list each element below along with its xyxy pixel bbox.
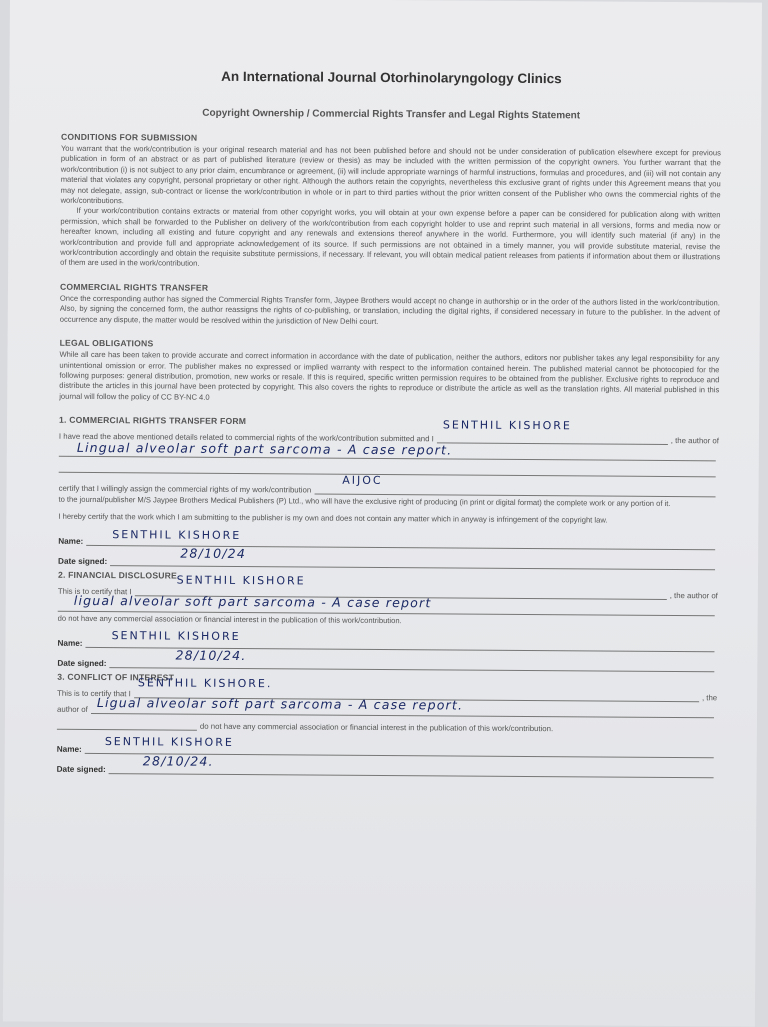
commercial-heading: COMMERCIAL RIGHTS TRANSFER bbox=[59, 281, 209, 293]
form2-date-handwriting: 28/10/24. bbox=[175, 647, 247, 664]
form1-line-suffix: , the author of bbox=[670, 436, 719, 446]
form3-author-handwriting: SENTHIL KISHORE. bbox=[137, 676, 273, 691]
form1-title-field-2[interactable] bbox=[59, 460, 716, 478]
form3-date-row bbox=[56, 753, 717, 779]
form2-line-suffix: , the author of bbox=[669, 590, 718, 601]
form2-name-handwriting: SENTHIL KISHORE bbox=[111, 629, 241, 644]
form3-title-handwriting: Ligual alveolar soft part sarcoma - A case report. bbox=[96, 695, 464, 713]
form3-date-handwriting: 28/10/24. bbox=[142, 753, 214, 770]
form1-author-handwriting: SENTHIL KISHORE bbox=[442, 418, 572, 433]
form1-certify-text: certify that I willingly assign the commercial rights of my work/contribution bbox=[58, 483, 312, 495]
document-page bbox=[3, 0, 762, 1027]
form2-line-text: This is to certify that I bbox=[57, 586, 132, 597]
conditions-paragraph-2: If your work/contribution contains extracts or material from other copyright works, you will obtain at your own expense before a paper can be considered for publication along with written permission, which shall be forwarded to the Publisher on delivery of the work/contribution from each copyright holder to use and reprint such material in all versions, forms and media now or hereafter known, including all existing and future copyright and any renewals and extensions thereof anywhere in the world. Furthermore, you will identify such material (if any) in the work/contribution and provide full and appropriate acknowledgement of its source. If such permissions are not obtained in a timely manner, you will provide substitute material, revise the work/contribution accordingly and obtain the requisite substitute permissions, if necessary. If relevant, you will obtain medical patient releases from patients if information about them or illustrations of them are used in the work/contribution. bbox=[60, 206, 721, 269]
form3-date-field[interactable] bbox=[109, 753, 714, 778]
form1-name-label: Name: bbox=[58, 536, 84, 546]
form3-name-label: Name: bbox=[56, 745, 82, 755]
form1-journal-field[interactable] bbox=[314, 473, 715, 498]
form1-line-text: I have read the above mentioned details related to commercial rights of the work/contribution submitted and I bbox=[58, 431, 434, 444]
form2-title-handwriting: ligual alveolar soft part sarcoma - A case report bbox=[73, 592, 432, 611]
form1-journal-handwriting: AIJOC bbox=[342, 473, 383, 488]
form2-date-field[interactable] bbox=[109, 647, 714, 672]
form1-date-handwriting: 28/10/24 bbox=[180, 545, 247, 561]
form2-name-label: Name: bbox=[57, 639, 83, 649]
form2-heading: 2. FINANCIAL DISCLOSURE bbox=[57, 569, 178, 581]
legal-paragraph: While all care has been taken to provide accurate and correct information in accordance with the date of publication, neither the authors, editors nor publisher takes any legal responsibility for any unintentional omission or error. The publisher makes no expressed or implied warranty with respect to the information contained herein. The published material cannot be photocopied for the following purposes: general distribution, promotion, new works or resale. If this is required, specific written permission requires to be obtained from the publisher. Exclusive rights to reproduce and distribute the articles in this journal have been protected by copyright. This also covers the rights to reproduce or distribute the article as well as the translation rights. All material published in this journal will follow the policy of CC BY-NC 4.0 bbox=[59, 349, 720, 402]
form2-statement: do not have any commercial association or financial interest in the publication of this work/contribution. bbox=[57, 613, 402, 626]
journal-title: An International Journal Otorhinolaryngology Clinics bbox=[221, 68, 562, 87]
form1-date-label: Date signed: bbox=[58, 556, 108, 567]
form1-title-handwriting: Lingual alveolar soft part sarcoma - A case report. bbox=[76, 439, 453, 458]
form3-line-text: This is to certify that I bbox=[57, 689, 131, 699]
form1-name-handwriting: SENTHIL KISHORE bbox=[112, 528, 242, 542]
form1-certify-continuation: to the journal/publisher M/S Jaypee Brothers Medical Publishers (P) Ltd., who will have the exclusive right of producing (in print or digital format) the complete work or any portion of it. bbox=[58, 494, 671, 509]
form3-author-of-text: author of bbox=[57, 705, 88, 715]
form1-name-row bbox=[58, 530, 718, 551]
form1-heading: 1. COMMERCIAL RIGHTS TRANSFER FORM bbox=[59, 414, 247, 427]
conditions-paragraph-1: You warrant that the work/contribution is your original research material and has not been published before and should not be under consideration of publication elsewhere except for previous publication in form of an abstract or as part of published literature (review or thesis) as may be included with the written permission of the copyright owners. You further warrant that the work/contribution (i) is not subject to any prior claim, encumbrance or agreement, (ii) will include appropriate warnings of harmful instructions, formulas and procedures, and (iii) will not contain any material that violates any copyright, personal proprietary or other right. Although the authors retain the copyrights, nevertheless this exclusive grant of rights under this Agreement means that you may not delegate, assign, sub-contract or license the work/contribution in whole or in part to third parties without the prior written consent of the Publisher who owns the commercial rights of the work/contributions. bbox=[60, 143, 721, 206]
form2-date-label: Date signed: bbox=[57, 659, 107, 669]
document-title: Copyright Ownership / Commercial Rights Transfer and Legal Rights Statement bbox=[202, 107, 581, 122]
form2-author-handwriting: SENTHIL KISHORE bbox=[176, 573, 306, 588]
form3-line-suffix: , the bbox=[701, 693, 718, 703]
form3-blank-field[interactable] bbox=[57, 717, 197, 731]
document-content bbox=[57, 60, 722, 779]
commercial-paragraph: Once the corresponding author has signed the Commercial Rights Transfer form, Jaypee Brothers would accept no change in authorship or in the order of the authors listed in the work/contribution. Also, by signing the concerned form, the author reassigns the rights of co-publishing, or translation, including the digital rights, if considered necessary in future to the publisher. In the advent of occurrence any dispute, the matter would be resolved within the jurisdiction of New Delhi court. bbox=[59, 293, 720, 326]
form2-name-row bbox=[57, 629, 717, 653]
form1-date-field[interactable] bbox=[110, 545, 715, 570]
legal-heading: LEGAL OBLIGATIONS bbox=[59, 337, 154, 349]
form1-statement: I hereby certify that the work which I am submitting to the publisher is my own and does not contain any matter which in anyway is infringement of the copyright law. bbox=[58, 511, 608, 525]
form1-certify-line bbox=[58, 473, 719, 498]
form1-title-line-2 bbox=[59, 457, 719, 478]
form3-statement: do not have any commercial association or financial interest in the publication of this work/contribution. bbox=[199, 722, 554, 734]
form1-date-row bbox=[58, 545, 718, 571]
form3-name-handwriting: SENTHIL KISHORE bbox=[104, 735, 234, 750]
form2-date-row bbox=[57, 647, 717, 673]
form3-date-label: Date signed: bbox=[56, 765, 106, 775]
form3-heading: 3. CONFLICT OF INTEREST bbox=[57, 672, 175, 683]
conditions-heading: CONDITIONS FOR SUBMISSION bbox=[61, 131, 198, 143]
